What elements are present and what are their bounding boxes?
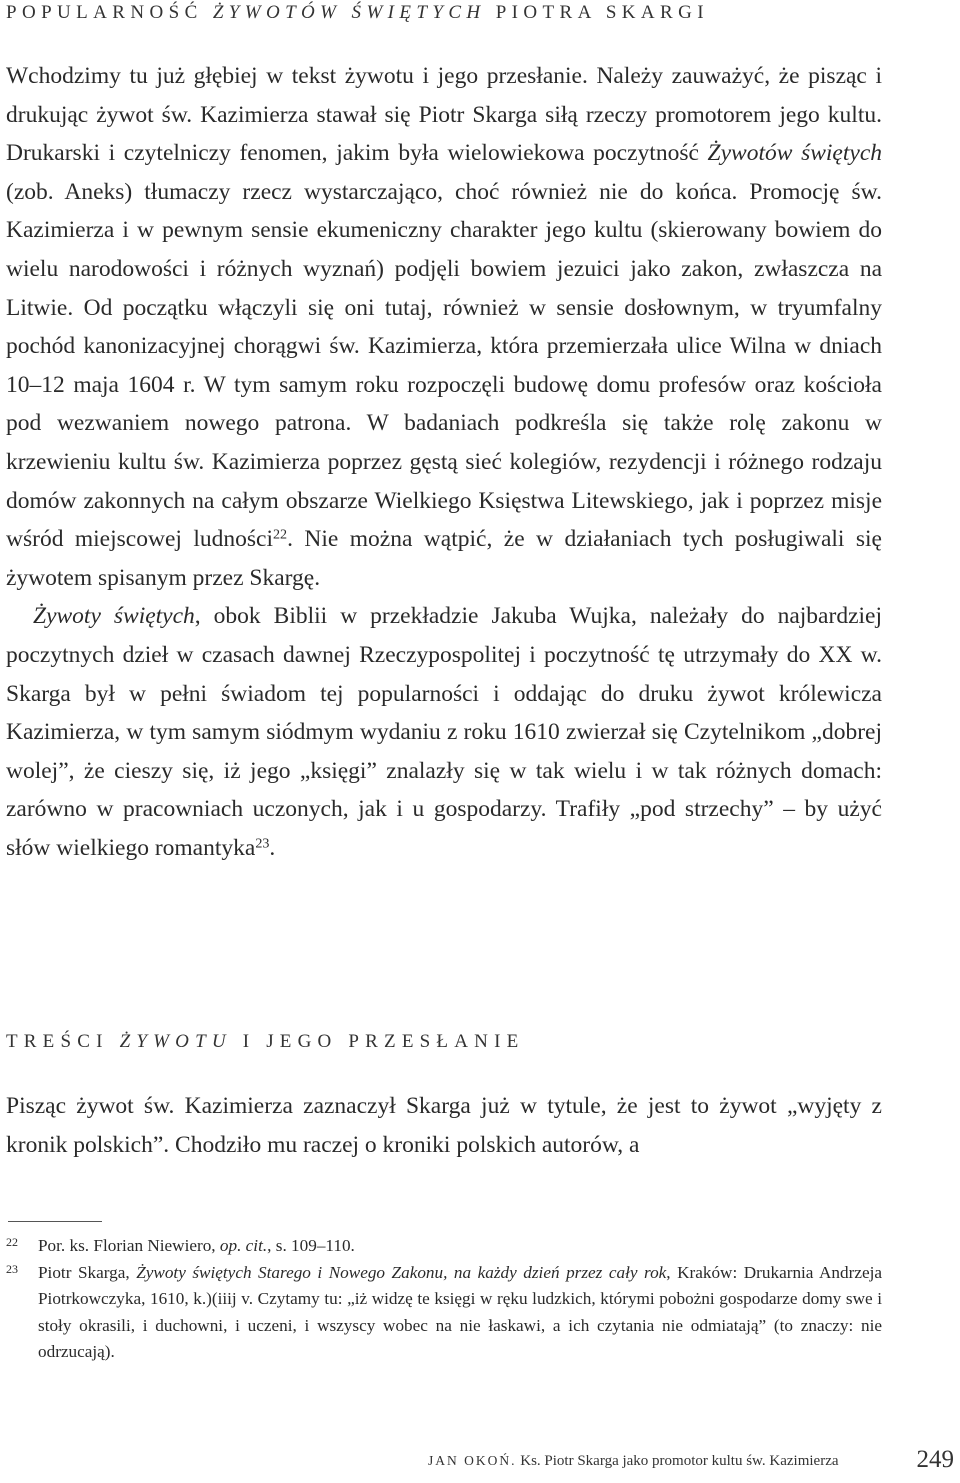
paragraph-1-italic-title: Żywotów świętych	[707, 140, 882, 167]
footnote-text-a: Piotr Skarga,	[38, 1262, 137, 1282]
paragraph-2-italic-title: Żywoty świętych	[33, 603, 195, 630]
footnotes	[6, 1233, 882, 1366]
section-heading	[6, 1031, 524, 1053]
page-footer	[428, 1453, 839, 1470]
paragraph-2-text-b: .	[269, 834, 276, 861]
section-heading-italic: ŻYWOTU	[119, 1031, 232, 1052]
footnote-text-b: , Kraków: Drukarnia Andrzeja Piotrkowczyka, 1610, k.)(iiij v. Czytamy tu: „iż widzę te księgi w ręku ludzkich, którymi pobożni gospodarze domy swe i stoły okrasili, i duchowni, i uczeni, i wszyscy wobec na nie łaskawi, a ich czytania nie odmiatają” (to znaczy: nie odrzucają).	[38, 1262, 882, 1361]
section-heading-part3: I JEGO PRZESŁANIE	[231, 1031, 525, 1052]
running-head-italic-title: ŻYWOTÓW ŚWIĘTYCH	[212, 2, 486, 23]
footnote-ref-22[interactable]: 22	[272, 526, 288, 543]
section-heading-part1: TREŚCI	[6, 1031, 120, 1052]
paragraph-1-text-c: . Nie można wątpić, że w działaniach tych posługiwali się żywotem spisanym przez Skargę.	[6, 526, 882, 591]
main-text	[6, 57, 882, 867]
paragraph-1	[6, 57, 882, 597]
footnote-text-a: Por. ks. Florian Niewiero,	[38, 1236, 220, 1255]
footnote-number: 23	[6, 1261, 18, 1276]
footnote-italic: Żywoty świętych Starego i Nowego Zakonu, na każdy dzień przez cały rok	[136, 1262, 667, 1282]
footnote-23	[6, 1260, 882, 1366]
footer-title: Ks. Piotr Skarga jako promotor kultu św. Kazimierza	[516, 1453, 839, 1469]
section-paragraph: Pisząc żywot św. Kazimierza zaznaczył Skarga już w tytule, że jest to żywot „wyjęty z kronik polskich”. Chodziło mu raczej o kroniki polskich autorów, a	[6, 1093, 882, 1158]
running-head	[6, 2, 709, 24]
running-head-part3: PIOTRA SKARGI	[485, 2, 709, 23]
footnote-ref-23[interactable]: 23	[255, 835, 270, 852]
paragraph-1-text-b: (zob. Aneks) tłumaczy rzecz wystarczająco, choć również nie do końca. Promocję św. Kazimierza i w pewnym sensie ekumeniczny charakter jego kultu (skierowany bowiem do wielu narodowości i różnych wyznań) podjęli bowiem jezuici jako zakon, zwłaszcza na Litwie. Od początku włączyli się oni tutaj, również w sensie dosłownym, w tryumfalny pochód kanonizacyjnej chorągwi św. Kazimierza, która przemierzała ulice Wilna w dniach 10–12 maja 1604 r. W tym samym roku rozpoczęli budowę domu profesów oraz kościoła pod wezwaniem nowego patrona. W badaniach podkreśla się także rolę zakonu w krzewieniu kultu św. Kazimierza poprzez gęstą sieć kolegiów, rezydencji i różnego rodzaju domów zakonnych na całym obszarze Wielkiego Księstwa Litewskiego, jak i poprzez misje wśród miejscowej ludności	[6, 178, 882, 553]
paragraph-1-text-a: Wchodzimy tu już głębiej w tekst żywotu i jego przesłanie. Należy zauważyć, że pisząc i drukując żywot św. Kazimierza stawał się Piotr Skarga siłą rzeczy promotorem jego kultu. Drukarski i czytelniczy fenomen, jakim była wielowiekowa poczytność	[6, 63, 882, 167]
footnote-rule	[8, 1221, 102, 1222]
footnote-text-b: , s. 109–110.	[267, 1236, 355, 1255]
footer-author: JAN OKOŃ.	[428, 1453, 517, 1468]
paragraph-2	[6, 597, 882, 867]
running-head-part1: POPULARNOŚĆ	[6, 2, 213, 23]
footnote-number: 22	[6, 1235, 18, 1249]
footnote-22	[6, 1233, 882, 1260]
section-text	[6, 1087, 882, 1164]
paragraph-2-text-a: , obok Biblii w przekładzie Jakuba Wujka, należały do najbardziej poczytnych dzieł w czasach dawnej Rzeczypospolitej i poczytność tę utrzymały do XX w. Skarga był w pełni świadom tej popularności i oddając do druku żywot królewicza Kazimierza, w tym samym siódmym wydaniu z roku 1610 zwierzał się Czytelnikom „dobrej wolej”, że cieszy się, iż jego „księgi” znalazły się w tak wielu i w tak różnych domach: zarówno w pracowniach uczonych, jak i u gospodarzy. Trafiły „pod strzechy” – by użyć słów wielkiego romantyka	[6, 603, 882, 861]
footnote-italic: op. cit.	[219, 1236, 268, 1255]
page-number: 249	[916, 1446, 954, 1473]
